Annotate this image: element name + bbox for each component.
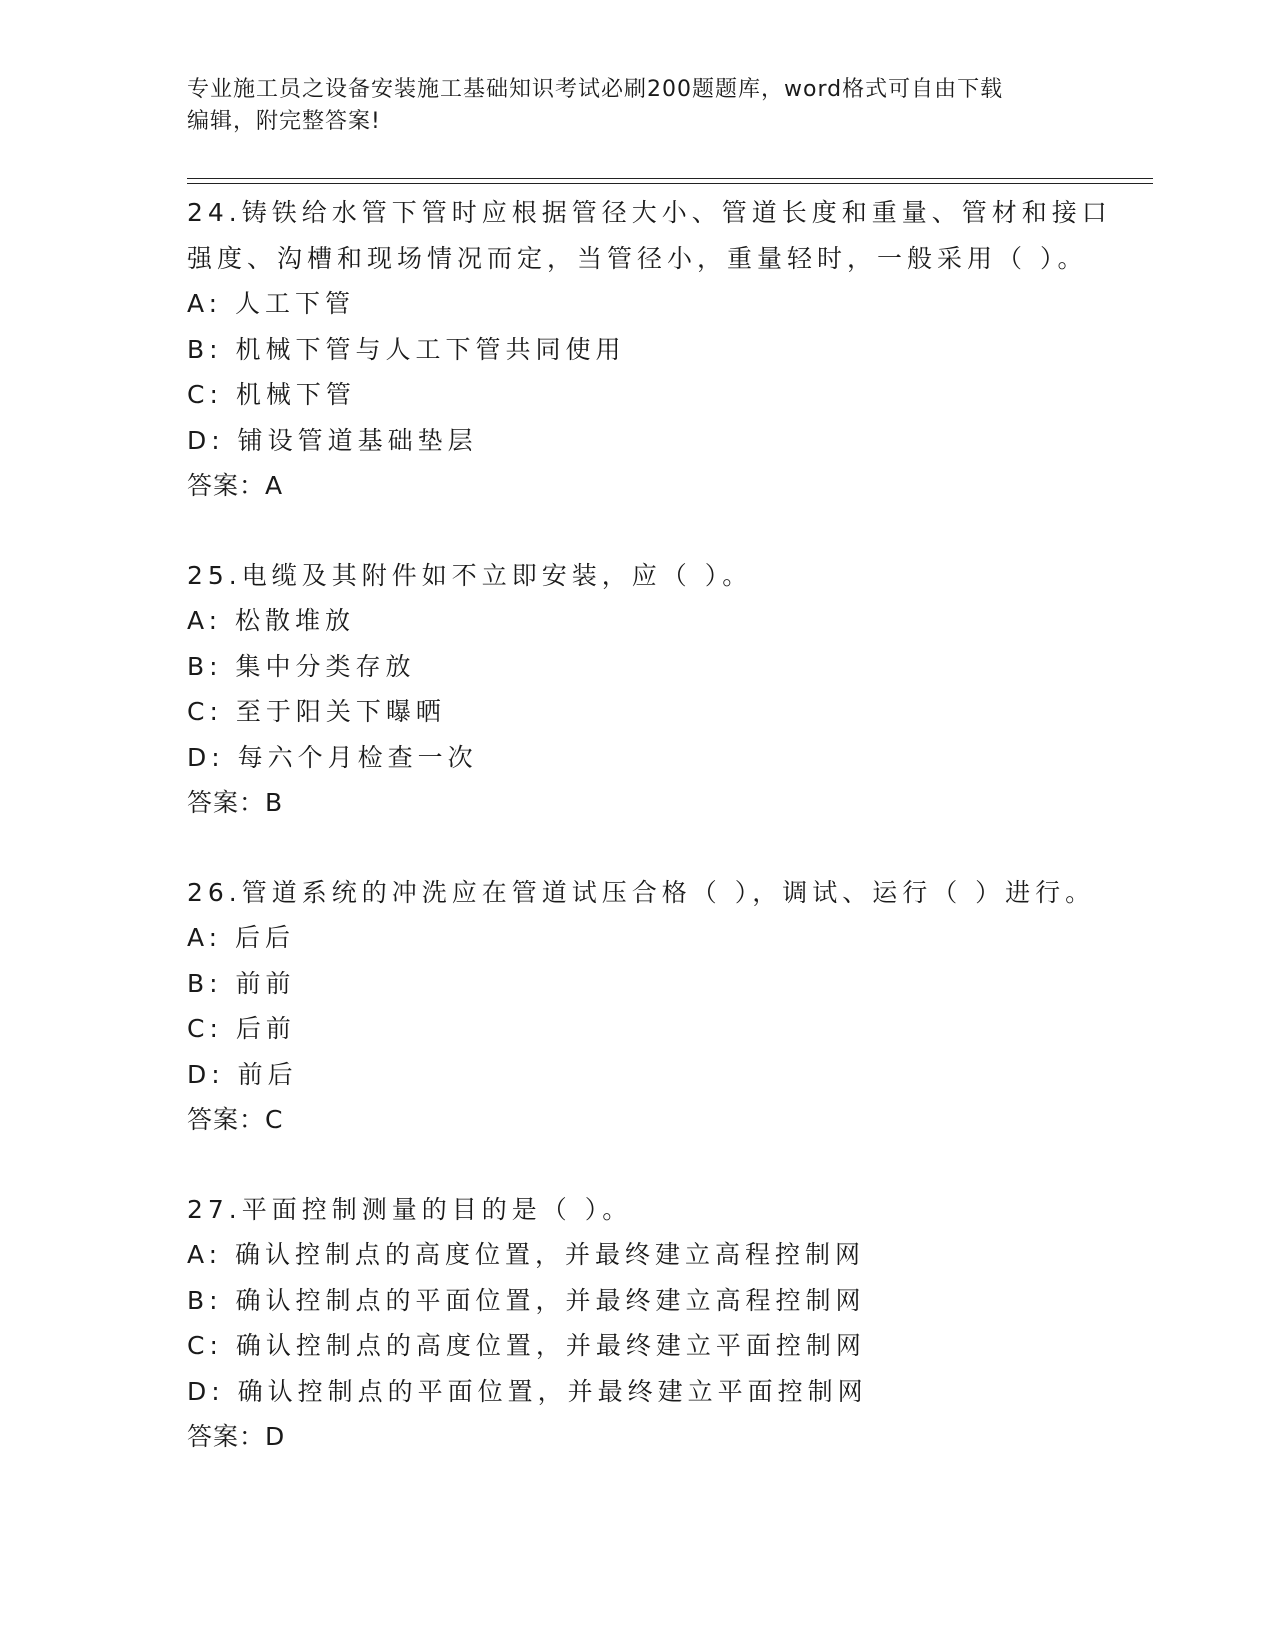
option-c: C: 至于阳关下曝晒 — [187, 697, 446, 726]
answer: 答案：B — [187, 788, 284, 817]
option-d: D: 每六个月检查一次 — [187, 742, 478, 772]
option-c: C: 确认控制点的高度位置，并最终建立平面控制网 — [187, 1331, 866, 1360]
option-b: B: 前前 — [187, 968, 296, 998]
question-26 — [187, 870, 1096, 1143]
option-a: A: 确认控制点的高度位置，并最终建立高程控制网 — [187, 1240, 866, 1269]
answer: 答案：C — [187, 1105, 284, 1134]
question-stem: 27.平面控制测量的目的是（ ）。 — [187, 1194, 633, 1224]
option-d: D: 前后 — [187, 1059, 298, 1089]
option-d: D: 铺设管道基础垫层 — [187, 425, 478, 455]
header-line-1: 专业施工员之设备安装施工基础知识考试必刷200题题库，word格式可自由下载 — [187, 77, 1004, 102]
answer: 答案：A — [187, 471, 284, 500]
option-a: A: 人工下管 — [187, 289, 356, 318]
option-d: D: 确认控制点的平面位置，并最终建立平面控制网 — [187, 1376, 868, 1406]
option-a: A: 后后 — [187, 923, 296, 952]
question-stem: 强度、沟槽和现场情况而定，当管径小，重量轻时，一般采用（ ）。 — [187, 243, 1088, 273]
question-24 — [187, 190, 1112, 509]
document-header — [187, 74, 1087, 138]
question-stem: 25.电缆及其附件如不立即安装，应（ ）。 — [187, 560, 753, 590]
question-stem: 26.管道系统的冲洗应在管道试压合格（ ），调试、运行（ ）进行。 — [187, 877, 1096, 907]
answer: 答案：D — [187, 1422, 286, 1451]
header-line-2: 编辑，附完整答案! — [187, 109, 381, 134]
option-b: B: 机械下管与人工下管共同使用 — [187, 334, 626, 364]
option-b: B: 集中分类存放 — [187, 651, 416, 681]
question-25 — [187, 553, 1087, 826]
option-b: B: 确认控制点的平面位置，并最终建立高程控制网 — [187, 1285, 866, 1315]
header-divider-top — [187, 178, 1153, 179]
option-c: C: 后前 — [187, 1014, 296, 1043]
question-list — [187, 190, 1112, 1504]
question-27 — [187, 1187, 1087, 1460]
question-stem: 24.铸铁给水管下管时应根据管径大小、管道长度和重量、管材和接口 — [187, 198, 1112, 227]
option-a: A: 松散堆放 — [187, 606, 356, 635]
option-c: C: 机械下管 — [187, 380, 356, 409]
header-divider-bottom — [187, 183, 1153, 184]
